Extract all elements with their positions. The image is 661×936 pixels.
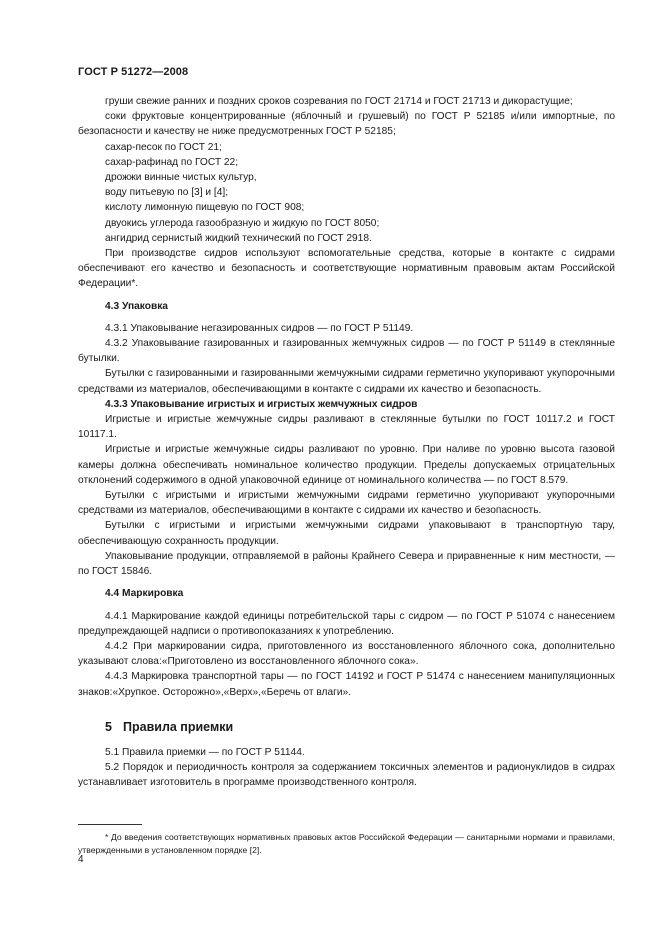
paragraph: 5.2 Порядок и периодичность контроля за содержанием токсичных элементов и радионуклидов в сидрах устанавливает изготовитель в программе производственного контроля. — [78, 762, 615, 789]
section-heading-4-4: 4.4 Маркировка — [105, 588, 184, 600]
footnote-divider — [78, 824, 142, 825]
section-title: Правила приемки — [123, 719, 234, 734]
paragraph: 4.4.1 Маркирование каждой единицы потребительской тары с сидром — по ГОСТ Р 51074 с нанесением предупреждающей надписи о противопоказаниях к употреблению. — [78, 610, 615, 637]
paragraph: 5.1 Правила приемки — по ГОСТ Р 51144. — [105, 746, 305, 758]
footnote-text: * До введения соответствующих нормативных правовых актов Российской Федерации — санитарными нормами и правилами, утвержденными в установленном порядке [2]. — [78, 832, 615, 855]
paragraph: Игристые и игристые жемчужные сидры разливают по уровню. При наливе по уровню высота газовой камеры должна обеспечивать номинальное количество продукции. Пределы допускаемых отрицательных отклонений содержимого в одной упаковочной единице от номинального количества — по ГОСТ 8.579. — [78, 444, 615, 486]
paragraph: груши свежие ранних и поздних сроков созревания по ГОСТ 21714 и ГОСТ 21713 и дикорастущие; — [105, 96, 573, 107]
page-number: 4 — [78, 854, 84, 865]
subsection-heading-4-3-3: 4.3.3 Упаковывание игристых и игристых жемчужных сидров — [105, 398, 418, 410]
paragraph: Игристые и игристые жемчужные сидры разливают в стеклянные бутылки по ГОСТ 10117.2 и ГОСТ 10117.1. — [78, 414, 615, 441]
paragraph: двуокись углерода газообразную и жидкую по ГОСТ 8050; — [105, 217, 380, 229]
paragraph: 4.3.1 Упаковывание негазированных сидров — по ГОСТ Р 51149. — [105, 322, 414, 334]
paragraph: сахар-рафинад по ГОСТ 22; — [105, 156, 239, 168]
paragraph: 4.3.2 Упаковывание газированных и газированных жемчужных сидров — по ГОСТ Р 51149 в стеклянные бутылки. — [78, 338, 615, 365]
paragraph: При производстве сидров используют вспомогательные средства, которые в контакте с сидрами обеспечивают его качество и безопасность и соответствующие нормативным правовым актам Российской Федерации*. — [78, 248, 615, 290]
paragraph: дрожжи винные чистых культур, — [105, 172, 257, 184]
section-heading-4-3: 4.3 Упаковка — [105, 300, 168, 312]
paragraph: ангидрид сернистый жидкий технический по ГОСТ 2918. — [105, 232, 372, 244]
paragraph: соки фруктовые концентрированные (яблочный и грушевый) по ГОСТ Р 52185 и/или импортные, по безопасности и качеству не ниже предусмотренных ГОСТ Р 52185; — [78, 111, 615, 138]
paragraph: 4.4.2 При маркировании сидра, приготовленного из восстановленного яблочного сока, дополнительно указывают слова:«Приготовлено из восстановленного яблочного сока». — [78, 640, 615, 668]
paragraph: Бутылки с игристыми и игристыми жемчужными сидрами упаковывают в транспортную тару, обеспечивающую сохранность продукции. — [78, 520, 615, 547]
paragraph: 4.4.3 Маркировка транспортной тары — по ГОСТ 14192 и ГОСТ Р 51474 с нанесением манипуляционных знаков:«Хрупкое. Осторожно»,«Верх»,«Беречь от влаги». — [78, 671, 615, 698]
paragraph: Бутылки с газированными и газированными жемчужными сидрами герметично укупоривают укупорочными средствами из материалов, обеспечивающими в контакте с сидрами их качество и безопасность. — [78, 368, 615, 395]
document-header: ГОСТ Р 51272—2008 — [78, 66, 189, 78]
paragraph: сахар-песок по ГОСТ 21; — [105, 141, 222, 153]
paragraph: Упаковывание продукции, отправляемой в районы Крайнего Севера и приравненные к ним местности, — по ГОСТ 15846. — [78, 550, 615, 578]
paragraph: воду питьевую по [3] и [4]; — [105, 187, 229, 199]
footnote — [78, 831, 615, 857]
document-body — [78, 94, 615, 791]
paragraph: кислоту лимонную пищевую по ГОСТ 908; — [105, 202, 305, 214]
section-heading-5 — [78, 720, 615, 735]
paragraph: Бутылки с игристыми и игристыми жемчужными сидрами герметично укупоривают укупорочными средствами из материалов, обеспечивающими в контакте с сидрами их качество и безопасность. — [78, 490, 615, 517]
section-number: 5 — [105, 719, 112, 734]
